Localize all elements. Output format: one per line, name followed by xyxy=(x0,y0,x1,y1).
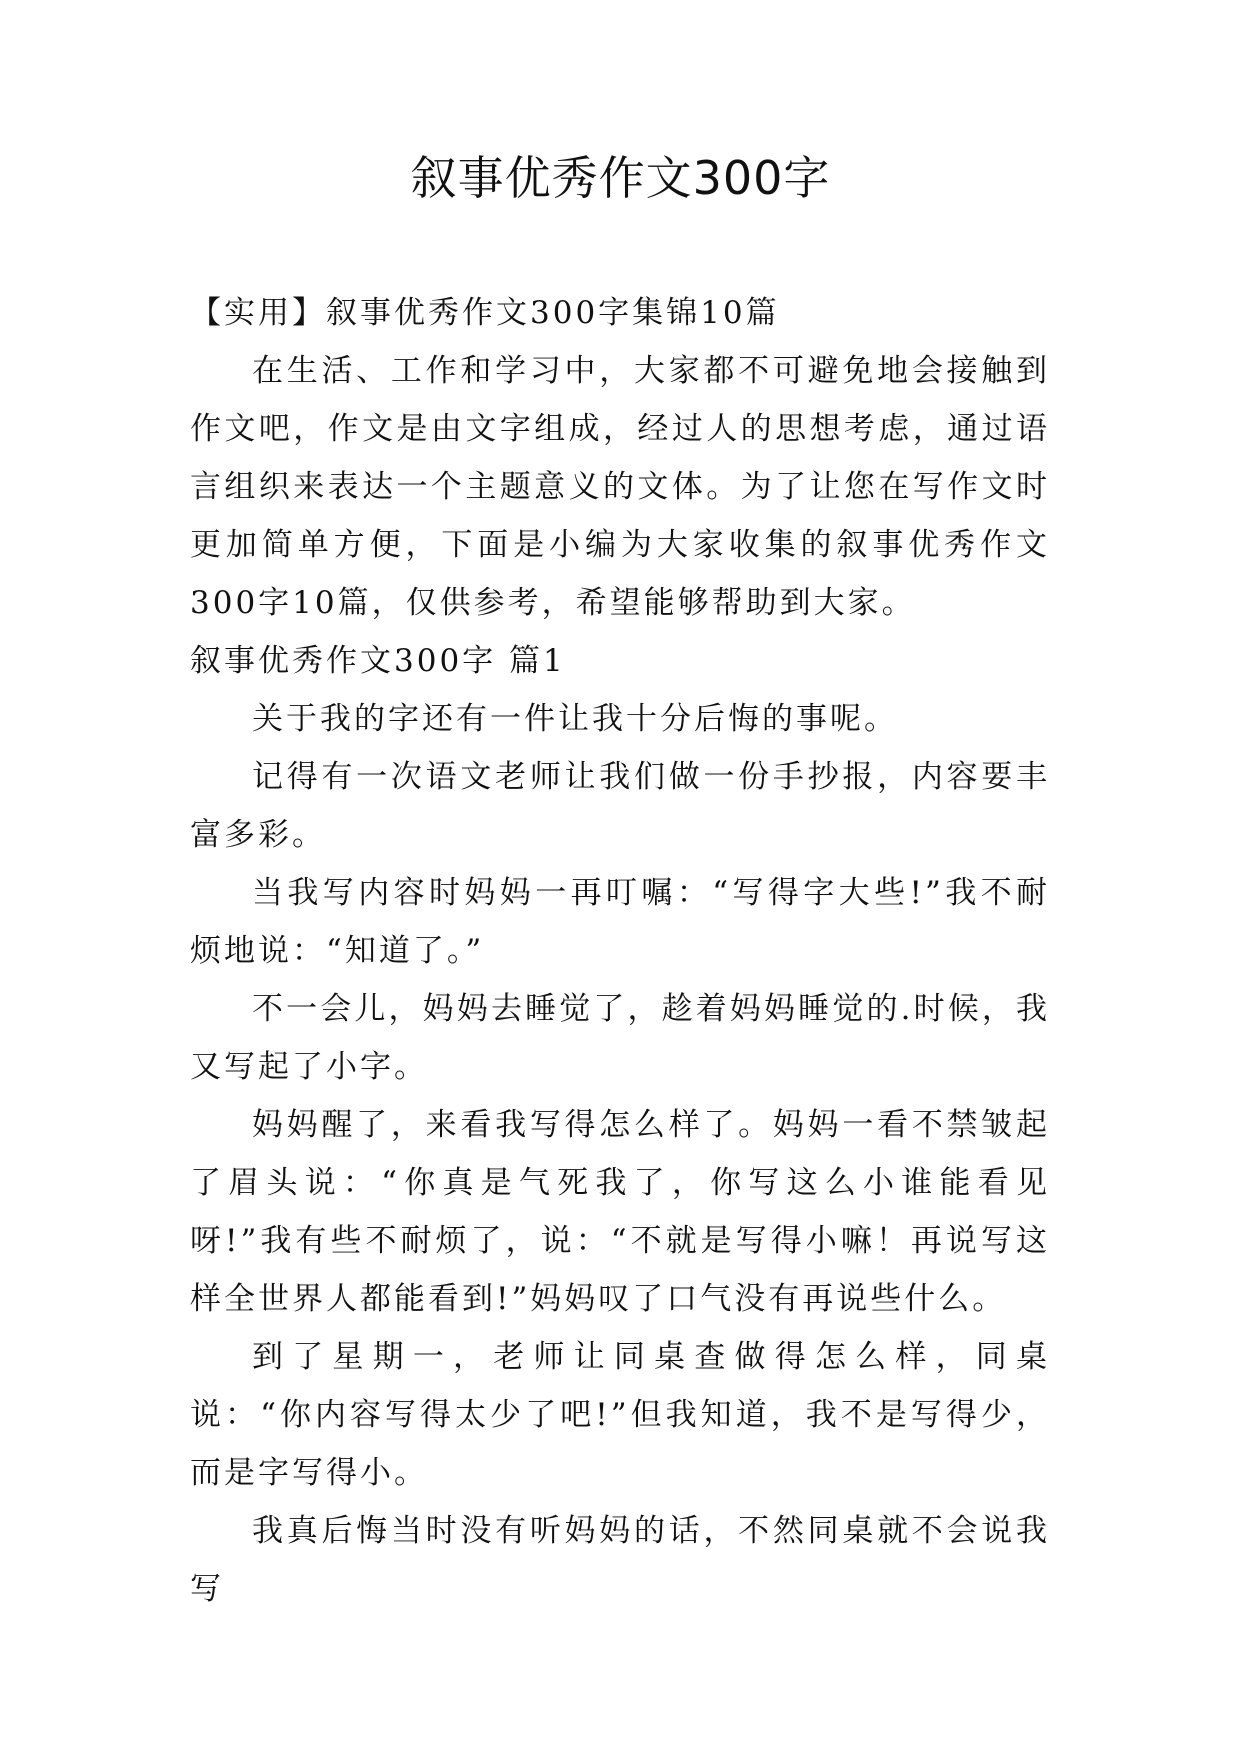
paragraph: 关于我的字还有一件让我十分后悔的事呢。 xyxy=(252,701,898,737)
document-body xyxy=(190,284,1050,1618)
paragraph: 不一会儿，妈妈去睡觉了，趁着妈妈睡觉的.时候，我又写起了小字。 xyxy=(190,991,1050,1085)
document-subtitle: 【实用】叙事优秀作文300字集锦10篇 xyxy=(190,295,780,331)
intro-paragraph: 在生活、工作和学习中，大家都不可避免地会接触到作文吧，作文是由文字组成，经过人的思想考虑，通过语言组织来表达一个主题意义的文体。为了让您在写作文时更加简单方便，下面是小编为大家收集的叙事优秀作文300字10篇，仅供参考，希望能够帮助到大家。 xyxy=(190,353,1050,621)
paragraph: 到了星期一，老师让同桌查做得怎么样，同桌说：“你内容写得太少了吧!”但我知道，我不是写得少，而是字写得小。 xyxy=(190,1339,1050,1491)
paragraph: 记得有一次语文老师让我们做一份手抄报，内容要丰富多彩。 xyxy=(190,759,1050,853)
paragraph: 我真后悔当时没有听妈妈的话，不然同桌就不会说我写 xyxy=(190,1513,1050,1607)
section-heading: 叙事优秀作文300字 篇1 xyxy=(190,643,566,679)
page-title: 叙事优秀作文300字 xyxy=(410,151,831,205)
paragraph: 妈妈醒了，来看我写得怎么样了。妈妈一看不禁皱起了眉头说：“你真是气死我了，你写这么小谁能看见呀!”我有些不耐烦了，说：“不就是写得小嘛！再说写这样全世界人都能看到!”妈妈叹了口气没有再说些什么。 xyxy=(190,1107,1050,1317)
paragraph: 当我写内容时妈妈一再叮嘱：“写得字大些!”我不耐烦地说：“知道了。” xyxy=(190,875,1050,969)
